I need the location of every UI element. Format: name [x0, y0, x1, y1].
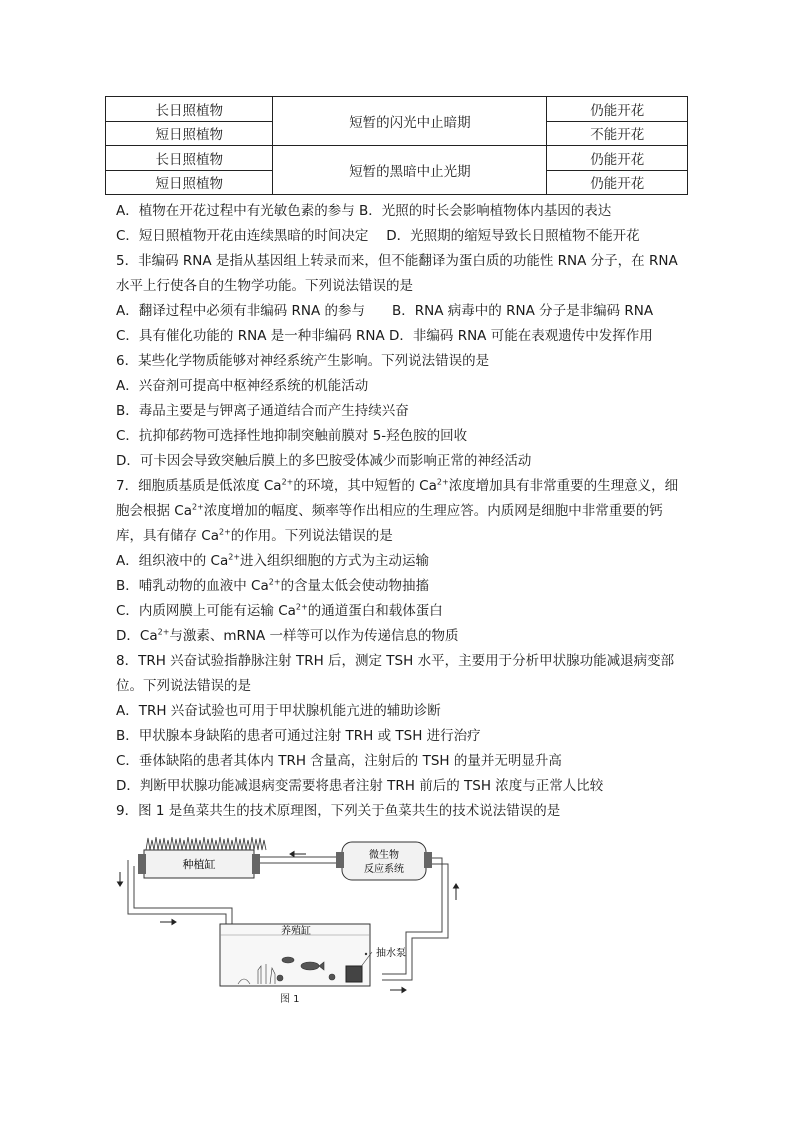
q5-options-ab: A．翻译过程中必须有非编码 RNA 的参与 B．RNA 病毒中的 RNA 分子是非编码 RNA: [116, 303, 654, 319]
q8-option-a: A．TRH 兴奋试验也可用于甲状腺机能亢进的辅助诊断: [116, 703, 441, 719]
plants-icon: [146, 837, 266, 850]
q5-options-cd: C．具有催化功能的 RNA 是一种非编码 RNA D．非编码 RNA 可能在表观遗传中发挥作用: [116, 328, 653, 344]
figure-caption: 图 1: [280, 994, 300, 1005]
q7-option-b: B．哺乳动物的血液中 $Ca^{2+}$的含量太低会使动物抽搐: [116, 577, 430, 594]
q8-option-c: C．垂体缺陷的患者其体内 TRH 含量高，注射后的 TSH 的量并无明显升高: [116, 753, 562, 769]
q7-option-a: A．组织液中的 $Ca^{2+}$进入组织细胞的方式为主动运输: [116, 552, 430, 569]
q8-option-d: D．判断甲状腺功能减退病变需要将患者注射 TRH 前后的 TSH 浓度与正常人比较: [116, 778, 604, 794]
flowering-table: [105, 96, 688, 195]
plant-cell: 短日照植物: [106, 170, 273, 195]
q7-stem-line3: 库，具有储存 $Ca^{2+}$的作用。下列说法错误的是: [116, 527, 393, 544]
q4-options-ab: A．植物在开花过程中有光敏色素的参与 B．光照的时长会影响植物体内基因的表达: [116, 203, 612, 219]
breeding-tank: [220, 924, 370, 986]
q6-option-d: D．可卡因会导致突触后膜上的多巴胺受体减少而影响正常的神经活动: [116, 453, 532, 469]
q5-stem-line1: 5．非编码 RNA 是指从基因组上转录而来，但不能翻译为蛋白质的功能性 RNA 分子，在 RNA: [116, 253, 678, 269]
reactor-label-line1: 微生物: [369, 850, 399, 861]
planting-tank-label: 种植缸: [182, 858, 216, 871]
breeding-tank-label: 养殖缸: [281, 926, 311, 937]
q6-option-b: B．毒品主要是与钾离子通道结合而产生持续兴奋: [116, 403, 409, 419]
aquaponics-diagram: [110, 832, 470, 1007]
planting-tank: [138, 837, 266, 878]
arrow-up-icon: [454, 884, 459, 888]
table-row: [106, 146, 688, 171]
q8-stem-line1: 8．TRH 兴奋试验指静脉注射 TRH 后，测定 TSH 水平，主要用于分析甲状腺功能减退病变部: [116, 653, 675, 669]
q6-stem: 6．某些化学物质能够对神经系统产生影响。下列说法错误的是: [116, 353, 490, 369]
plant-cell: 长日照植物: [106, 146, 273, 171]
q7-option-c: C．内质网膜上可能有运输 $Ca^{2+}$的通道蛋白和载体蛋白: [116, 602, 443, 619]
q9-stem: 9．图 1 是鱼菜共生的技术原理图，下列关于鱼菜共生的技术说法错误的是: [116, 803, 561, 819]
reactor-label-line2: 反应系统: [364, 864, 404, 875]
plant-cell: 长日照植物: [106, 97, 273, 122]
q8-stem-line2: 位。下列说法错误的是: [116, 678, 251, 694]
plant-cell: 短日照植物: [106, 121, 273, 146]
result-cell: 不能开花: [547, 121, 688, 146]
q6-option-a: A．兴奋剂可提高中枢神经系统的机能活动: [116, 378, 369, 394]
q7-option-d: D．$Ca^{2+}$与激素、mRNA 一样等可以作为传递信息的物质: [116, 627, 459, 644]
arrow-right-icon: [172, 920, 176, 925]
pump-icon: [346, 966, 362, 982]
q5-stem-line2: 水平上行使各自的生物学功能。下列说法错误的是: [116, 278, 413, 294]
result-cell: 仍能开花: [547, 97, 688, 122]
arrow-down-icon: [118, 882, 123, 886]
table-row: [106, 97, 688, 122]
arrow-right-icon: [402, 988, 406, 993]
treatment-cell: 短暂的黑暗中止光期: [273, 146, 547, 195]
q7-stem-line1: 7．细胞质基质是低浓度 $Ca^{2+}$的环境，其中短暂的 $Ca^{2+}$浓度增加具有非常重要的生理意义，细: [116, 477, 679, 494]
arrow-left-icon: [290, 852, 294, 857]
result-cell: 仍能开花: [547, 170, 688, 195]
q7-stem-line2: 胞会根据 $Ca^{2+}$浓度增加的幅度、频率等作出相应的生理应答。内质网是细胞中非常重要的钙: [116, 502, 663, 519]
treatment-cell: 短暂的闪光中止暗期: [273, 97, 547, 146]
q4-options-cd: C．短日照植物开花由连续黑暗的时间决定 D．光照期的缩短导致长日照植物不能开花: [116, 228, 640, 244]
q6-option-c: C．抗抑郁药物可选择性地抑制突触前膜对 5-羟色胺的回收: [116, 428, 468, 444]
q8-option-b: B．甲状腺本身缺陷的患者可通过注射 TRH 或 TSH 进行治疗: [116, 728, 481, 744]
microbial-reactor: [336, 842, 432, 880]
result-cell: 仍能开花: [547, 146, 688, 171]
pump-label: 抽水泵: [376, 948, 406, 959]
